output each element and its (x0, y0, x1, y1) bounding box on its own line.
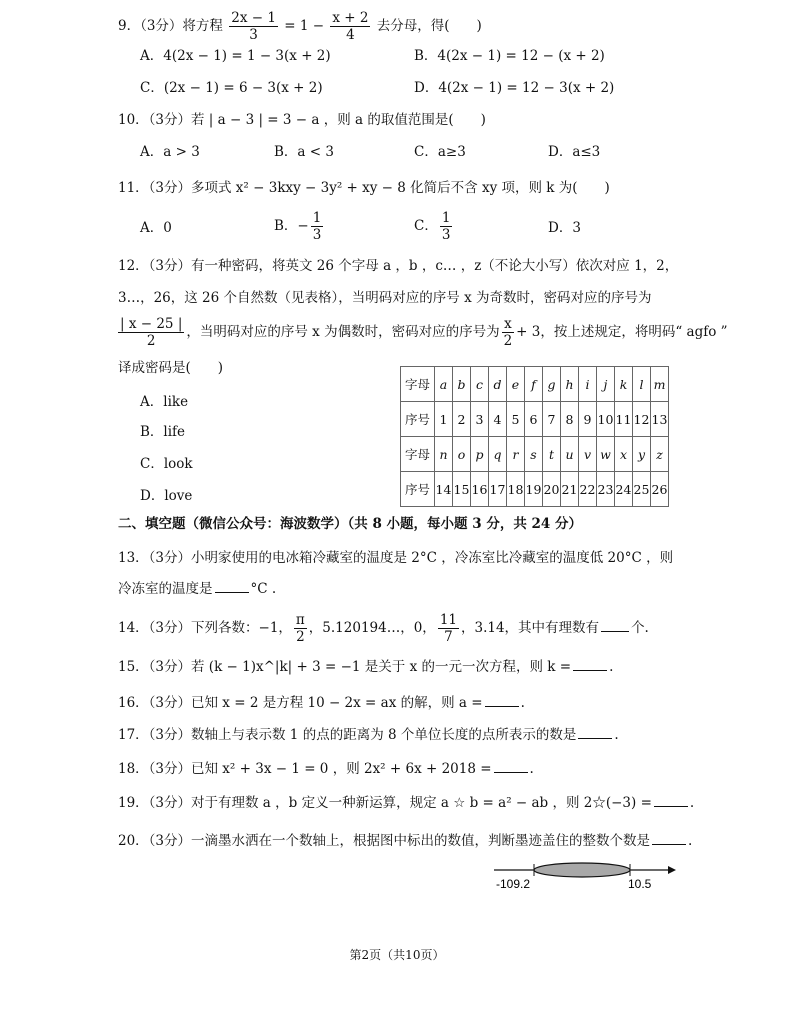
q13-line-1: 13．（3分）小明家使用的电冰箱冷藏室的温度是 2°C ，冷冻室比冷藏室的温度低 20°C ，则 (118, 550, 674, 566)
fraction-denominator: 3 (249, 27, 258, 43)
number-line-diagram (490, 852, 680, 896)
fraction-denominator: 3 (441, 227, 451, 243)
question-16 (118, 692, 525, 713)
q14-text-c: ，3.14，其中有理数有 (461, 620, 600, 636)
question-11: 11．（3分）多项式 x² − 3kxy − 3y² + xy − 8 化简后不含 xy 项，则 k 为( ) (118, 180, 610, 196)
q15-text: 15．（3分）若 (k − 1)x^|k| + 3 = −1 是关于 x 的一元一次方程，则 k = (118, 659, 572, 675)
fraction-denominator: 2 (296, 629, 305, 645)
question-14 (118, 612, 649, 645)
q9-stem-end: 去分母，得( ) (376, 18, 482, 34)
table-cell: 25 (633, 472, 651, 507)
table-cell: 1 (435, 402, 453, 437)
table-cell: j (597, 367, 615, 402)
q12-option-b: B．life (140, 424, 186, 440)
page-footer: 第2页（共10页） (349, 948, 445, 962)
q11-option-c (414, 210, 454, 243)
answer-blank (578, 724, 612, 739)
question-15 (118, 656, 613, 677)
fraction-numerator: 11 (439, 612, 457, 628)
q9-option-a: A．4(2x − 1) = 1 − 3(x + 2) (140, 48, 331, 64)
question-19 (118, 792, 694, 813)
q9-fraction-1 (229, 10, 278, 43)
fraction-denominator: 4 (346, 27, 355, 43)
q11-c-fraction (440, 210, 453, 243)
fraction-numerator: 1 (441, 210, 451, 226)
q10-option-a: A．a > 3 (140, 144, 200, 160)
q12-option-d: D．love (140, 488, 193, 504)
question-17 (118, 724, 619, 745)
table-cell: n (435, 437, 453, 472)
q12-option-a: A．like (140, 394, 189, 410)
q10-option-d: D．a≤3 (548, 144, 601, 160)
letter-header: 字母 (401, 367, 435, 402)
table-cell: 14 (435, 472, 453, 507)
table-cell: 23 (597, 472, 615, 507)
table-cell: a (435, 367, 453, 402)
section-heading: 二、填空题（微信公众号：海波数学）（共 8 小题，每小题 3 分，共 24 分） (118, 516, 583, 532)
table-cell: e (507, 367, 525, 402)
table-cell: 10 (597, 402, 615, 437)
table-row-numbers-1 (401, 402, 669, 437)
question-18 (118, 758, 534, 779)
q11-option-a: A．0 (140, 220, 172, 236)
answer-blank (494, 758, 528, 773)
fraction-numerator: 1 (312, 210, 322, 226)
table-cell: 12 (633, 402, 651, 437)
question-20 (118, 830, 692, 851)
table-cell: 7 (543, 402, 561, 437)
fraction-numerator: π (295, 612, 305, 628)
q17-text: 17．（3分）数轴上与表示数 1 的点的距离为 8 个单位长度的点所表示的数是 (118, 727, 577, 743)
table-cell: o (453, 437, 471, 472)
table-cell: k (615, 367, 633, 402)
q9-mid: = 1 − (284, 18, 325, 34)
table-cell: 8 (561, 402, 579, 437)
q17-end: . (614, 727, 619, 743)
q18-end: . (529, 761, 534, 777)
table-cell: 6 (525, 402, 543, 437)
q12-line-2: 3…，26，这 26 个自然数（见表格），当明码对应的序号 x 为奇数时，密码对应的序号为 (118, 290, 652, 306)
table-cell: 4 (489, 402, 507, 437)
table-cell: i (579, 367, 597, 402)
fraction-denominator: 2 (146, 333, 156, 349)
q14-text-a: 14．（3分）下列各数：−1， (118, 620, 292, 636)
q20-end: . (688, 833, 693, 849)
q14-text-d: 个. (631, 620, 649, 636)
fraction-numerator: x (502, 316, 515, 333)
q12-line-3 (118, 316, 728, 349)
table-row-letters-1 (401, 367, 669, 402)
table-cell: 26 (651, 472, 669, 507)
q13-line-2 (118, 578, 276, 599)
q12-line-3-end: + 3，按上述规定，将明码“ agfo ” (516, 324, 728, 340)
answer-blank (485, 692, 519, 707)
table-row-numbers-2 (401, 472, 669, 507)
q10-option-b: B．a < 3 (274, 144, 334, 160)
q12-line-1: 12．（3分）有一种密码，将英文 26 个字母 a ，b ，c… ，z（不论大小写）依次对应 1，2， (118, 258, 679, 274)
number-header: 序号 (401, 402, 435, 437)
q19-end: . (689, 795, 695, 811)
table-cell: t (543, 437, 561, 472)
table-cell: g (543, 367, 561, 402)
table-cell: f (525, 367, 543, 402)
table-cell: y (633, 437, 651, 472)
table-cell: 22 (579, 472, 597, 507)
q9-option-b: B．4(2x − 1) = 12 − (x + 2) (414, 48, 605, 64)
answer-blank (654, 792, 688, 807)
table-cell: m (651, 367, 669, 402)
fraction-denominator: 7 (444, 629, 453, 645)
q18-text: 18．（3分）已知 x² + 3x − 1 = 0 ，则 2x² + 6x + 2018 = (118, 761, 492, 777)
table-cell: r (507, 437, 525, 472)
table-cell: q (489, 437, 507, 472)
table-cell: v (579, 437, 597, 472)
table-cell: 5 (507, 402, 525, 437)
table-cell: 24 (615, 472, 633, 507)
table-cell: 21 (561, 472, 579, 507)
number-header: 序号 (401, 472, 435, 507)
q14-fraction-pi (294, 612, 307, 645)
table-cell: 11 (615, 402, 633, 437)
q14-fraction-11-7 (438, 612, 459, 645)
table-cell: 17 (489, 472, 507, 507)
right-value-label: 10.5 (628, 877, 652, 891)
table-cell: 13 (651, 402, 669, 437)
left-value-label: -109.2 (496, 877, 531, 891)
q16-end: . (520, 695, 525, 711)
q14-text-b: ，5.120194…，0， (308, 620, 436, 636)
fraction-numerator: | x − 25 | (120, 316, 183, 332)
table-cell: z (651, 437, 669, 472)
q9-fraction-2 (330, 10, 370, 43)
cipher-table (400, 366, 669, 507)
table-cell: c (471, 367, 489, 402)
answer-blank (652, 830, 686, 845)
q20-text: 20．（3分）一滴墨水洒在一个数轴上，根据图中标出的数值，判断墨迹盖住的整数个数是 (118, 833, 651, 849)
table-cell: 15 (453, 472, 471, 507)
q9-option-c: C．(2x − 1) = 6 − 3(x + 2) (140, 80, 323, 96)
table-cell: 9 (579, 402, 597, 437)
answer-blank (601, 617, 629, 632)
q16-text: 16．（3分）已知 x = 2 是方程 10 − 2x = ax 的解，则 a = (118, 695, 483, 711)
q19-text: 19．（3分）对于有理数 a ，b 定义一种新运算，规定 a ☆ b = a² − ab ，则 2☆(−3) = (118, 795, 652, 811)
table-row-letters-2 (401, 437, 669, 472)
table-cell: d (489, 367, 507, 402)
table-cell: b (453, 367, 471, 402)
fraction-numerator: 2x − 1 (231, 10, 276, 26)
table-cell: 16 (471, 472, 489, 507)
table-cell: u (561, 437, 579, 472)
q11-option-d: D．3 (548, 220, 581, 236)
q11-b-fraction (311, 210, 324, 243)
table-cell: 20 (543, 472, 561, 507)
table-cell: p (471, 437, 489, 472)
q12-option-c: C．look (140, 456, 193, 472)
table-cell: h (561, 367, 579, 402)
table-cell: l (633, 367, 651, 402)
letter-header: 字母 (401, 437, 435, 472)
q12-fraction-2 (502, 316, 515, 349)
q9-stem-start: 9．（3分）将方程 (118, 18, 223, 34)
option-label: C． (414, 218, 438, 234)
q9-option-d: D．4(2x − 1) = 12 − 3(x + 2) (414, 80, 615, 96)
answer-blank (215, 578, 249, 593)
option-label: B．− (274, 218, 309, 234)
fraction-numerator: x + 2 (332, 10, 369, 26)
answer-blank (573, 656, 607, 671)
table-cell: 2 (453, 402, 471, 437)
q10-option-c: C．a≥3 (414, 144, 466, 160)
table-cell: 18 (507, 472, 525, 507)
question-10: 10．（3分）若 | a − 3 | = 3 − a ，则 a 的取值范围是( ) (118, 112, 486, 128)
arrow-icon (668, 866, 676, 874)
q12-fraction-1 (118, 316, 184, 349)
question-9 (118, 10, 482, 43)
table-cell: s (525, 437, 543, 472)
table-cell: x (615, 437, 633, 472)
q15-end: . (609, 659, 614, 675)
table-cell: 19 (525, 472, 543, 507)
fraction-denominator: 3 (312, 227, 322, 243)
q13-unit: °C . (250, 581, 277, 597)
table-cell: 3 (471, 402, 489, 437)
q13-text: 冷冻室的温度是 (118, 581, 213, 597)
fraction-denominator: 2 (503, 333, 513, 349)
q11-option-b (274, 210, 325, 243)
q12-line-3-text: ，当明码对应的序号 x 为偶数时，密码对应的序号为 (186, 324, 500, 340)
table-cell: w (597, 437, 615, 472)
ink-blot (534, 863, 630, 877)
q12-line-4: 译成密码是( ) (118, 360, 224, 376)
